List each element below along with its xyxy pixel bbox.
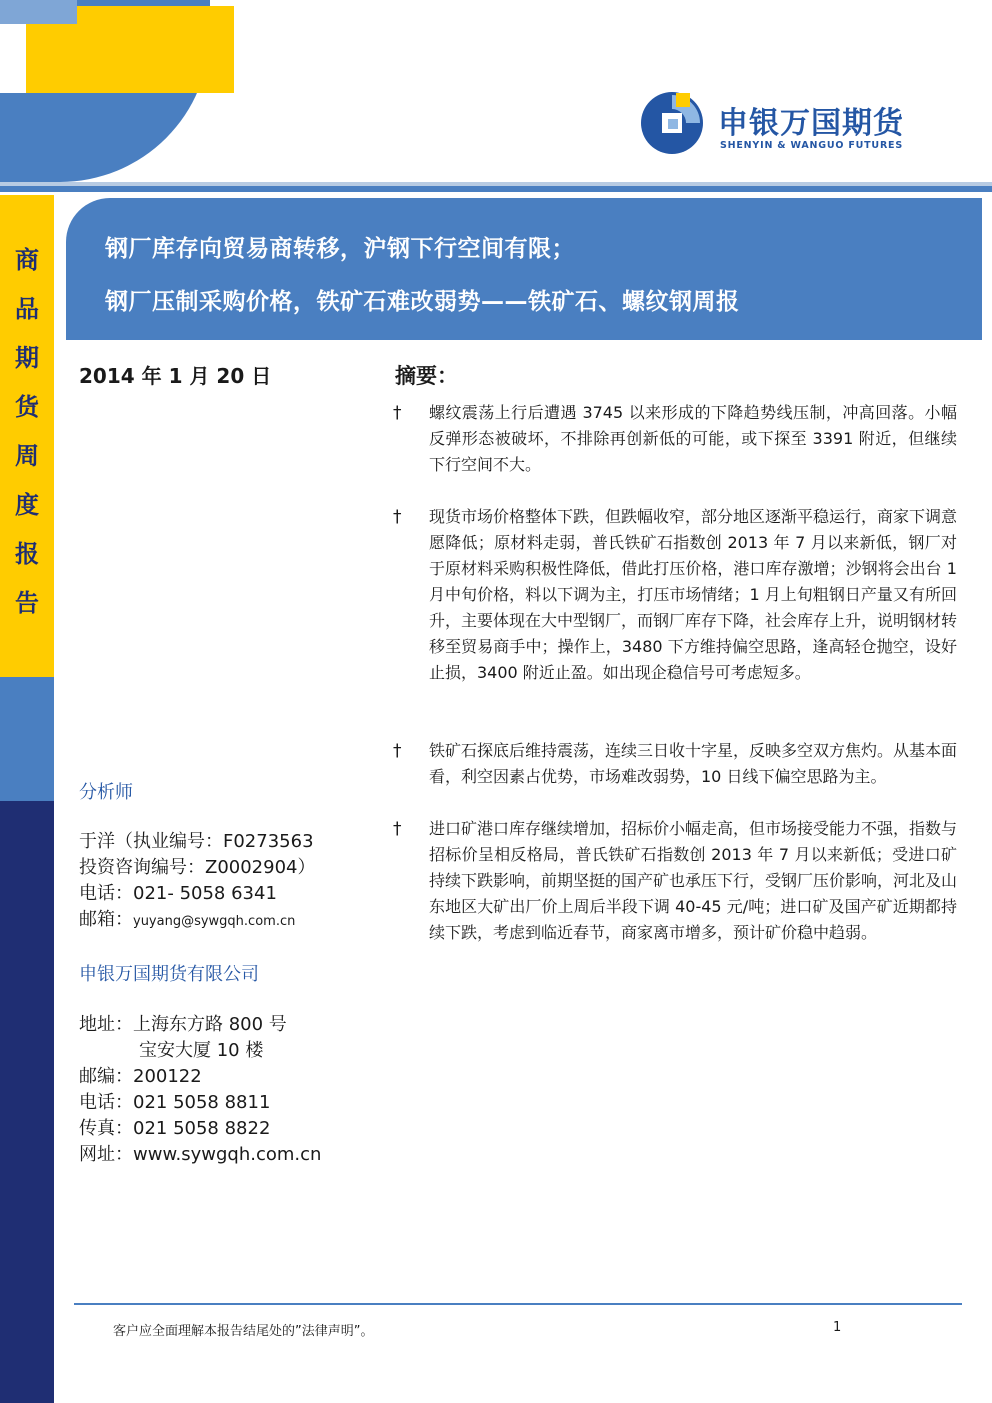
report-title-line-1: 钢厂库存向贸易商转移，沪钢下行空间有限； [105,236,575,262]
company-name: 申银万国期货有限公司 [79,964,259,985]
phone-value: 021- 5058 6341 [133,883,277,904]
report-category-label [0,236,54,628]
side-strip-blue [0,677,54,801]
company-zip [79,1064,202,1090]
fax-label: 传真： [79,1118,133,1139]
report-title-line-2: 钢厂压制采购价格，铁矿石难改弱势——铁矿石、螺纹钢周报 [105,289,740,315]
page-number: 1 [833,1320,842,1335]
company-logo [640,88,920,158]
company-address [79,1012,287,1038]
address-line-2: 宝安大厦 10 楼 [139,1040,264,1061]
zip-value: 200122 [133,1066,202,1087]
category-char: 度 [15,491,39,519]
analyst-name: 于洋（执业编号：F0273563 [79,831,314,852]
side-strip-navy [0,801,54,1403]
analyst-phone [79,881,277,907]
summary-item-2: 现货市场价格整体下跌，但跌幅收窄，部分地区逐渐平稳运行，商家下调意愿降低；原材料走弱，普氏铁矿石指数创 2013 年 7 月以来新低，钢厂对于原材料采购积极性降低，借此打压价格，港口库存激增；沙钢将会出台 1 月中旬价格，料以下调为主，打压市场情绪；1 月上旬粗钢日产量又有所回升，主要体现在大中型钢厂，而钢厂库存下降，社会库存上升，说明钢材转移至贸易商手中；操作上，3480 下方维持偏空思路，逢高轻仓抛空，设好止损，3400 附近止盈。如出现企稳信号可考虑短多。 [429,507,958,682]
bullet-icon: † [393,819,402,839]
corner-decoration-white [0,24,26,93]
phone-value: 021 5058 8811 [133,1092,271,1113]
summary-heading: 摘要： [395,364,458,388]
category-char: 周 [15,442,39,470]
category-char: 品 [15,295,39,323]
bullet-icon: † [393,403,402,423]
phone-label: 电话： [79,1092,133,1113]
category-char: 报 [15,540,39,568]
category-char: 告 [15,589,39,617]
analyst-heading: 分析师 [79,782,133,803]
email-link[interactable]: yuyang@sywgqh.com.cn [133,914,296,929]
corner-decoration-yellow-small [26,24,77,93]
website-label: 网址： [79,1144,133,1165]
company-website [79,1142,321,1168]
email-label: 邮箱： [79,909,133,930]
analyst-email [79,907,295,935]
footer-rule [74,1303,962,1305]
title-banner [66,198,982,340]
category-char: 商 [15,246,39,274]
corner-decoration-light [0,0,77,24]
report-date: 2014 年 1 月 20 日 [79,364,272,388]
summary-item-3: 铁矿石探底后维持震荡，连续三日收十字星，反映多空双方焦灼。从基本面看，利空因素占优势，市场难改弱势，10 日线下偏空思路为主。 [429,741,958,786]
fax-value: 021 5058 8822 [133,1118,271,1139]
summary-item-1: 螺纹震荡上行后遭遇 3745 以来形成的下降趋势线压制，冲高回落。小幅反弹形态被破坏，不排除再创新低的可能，或下探至 3391 附近，但继续下行空间不大。 [429,403,957,474]
logo-mark-icon [640,91,704,155]
website-link[interactable]: www.sywgqh.com.cn [133,1144,322,1165]
zip-label: 邮编： [79,1066,133,1087]
corner-decoration-yellow [77,6,234,93]
category-char: 货 [15,393,39,421]
bullet-icon: † [393,507,402,527]
category-char: 期 [15,344,39,372]
legal-notice: 客户应全面理解本报告结尾处的”法律声明”。 [113,1324,374,1339]
bullet-icon: † [393,741,402,761]
address-line-1: 上海东方路 800 号 [133,1014,287,1035]
header-rule [0,186,992,192]
company-fax [79,1116,270,1142]
logo-chinese-name: 申银万国期货 [718,106,904,141]
phone-label: 电话： [79,883,133,904]
company-phone [79,1090,270,1116]
summary-item-4: 进口矿港口库存继续增加，招标价小幅走高，但市场接受能力不强，指数与招标价呈相反格局，普氏铁矿石指数创 2013 年 7 月以来新低；受进口矿持续下跌影响，前期坚挺的国产矿也承压下行，受钢厂压价影响，河北及山东地区大矿出厂价上周后半段下调 40-45 元/吨；进口矿及国产矿近期都持续下跌，考虑到临近春节，商家离市增多，预计矿价稳中趋弱。 [429,819,958,942]
address-label: 地址： [79,1014,133,1035]
logo-english-name: SHENYIN & WANGUO FUTURES [720,140,903,151]
analyst-advisory-number: 投资咨询编号：Z0002904） [79,857,316,878]
